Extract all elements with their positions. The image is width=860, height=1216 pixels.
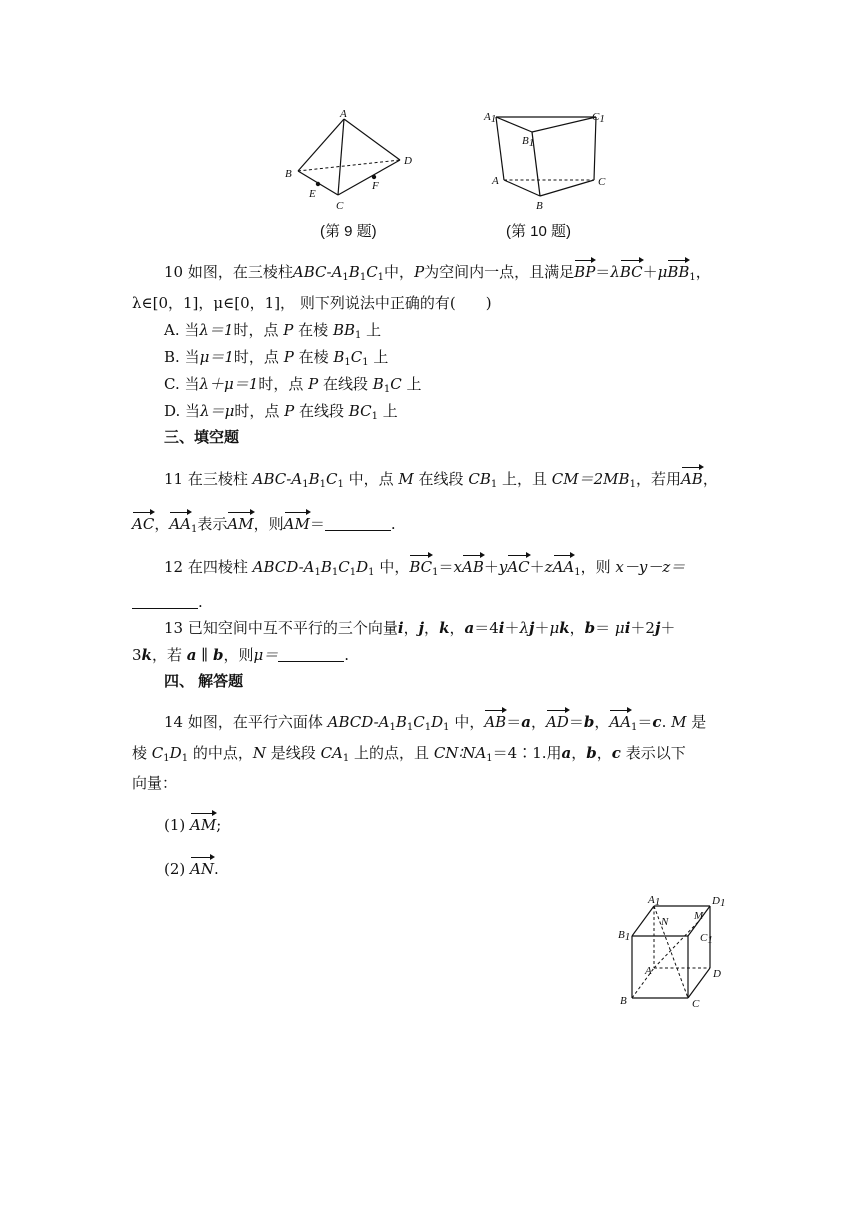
caption-figure-9: (第 9 题): [320, 223, 377, 240]
label-N: N: [661, 916, 669, 928]
label-B: B: [620, 995, 627, 1007]
q10-line-2: λ∈[0，1]，μ∈[0，1]， 则下列说法中正确的有( ): [132, 294, 492, 312]
label-A: A: [340, 108, 347, 120]
label-B1: B1: [618, 929, 631, 943]
q10-option-c: C. 当λ＋μ＝1时，点 P 在线段 $B_1C$ 上: [164, 375, 422, 395]
section-4-heading: 四、 解答题: [164, 673, 244, 690]
q14-line-1: 14 如图，在平行六面体 ABCD-$A_1B_1C_1D_1$ 中，AB＝a，AD＝b，$AA_1=c$. M 是: [164, 713, 707, 733]
label-F: F: [372, 180, 379, 192]
q10-option-b: B. 当μ＝1时，点 P 在棱 $B_1C_1$ 上: [164, 348, 389, 368]
label-A: A: [492, 175, 499, 187]
label-C: C: [598, 176, 606, 188]
label-C1: C1: [592, 111, 605, 125]
label-B: B: [285, 168, 292, 180]
q12-answer-blank[interactable]: [132, 594, 198, 609]
label-C: C: [692, 998, 700, 1010]
label-A1: A1: [484, 111, 497, 125]
label-C: C: [336, 200, 344, 212]
q13-line-1: 13 已知空间中互不平行的三个向量i，j，k，a＝4i＋λj＋μk，b＝ μi＋2j＋: [164, 619, 676, 637]
caption-figure-10: (第 10 题): [506, 223, 572, 240]
prism-diagram: [484, 104, 614, 214]
label-D: D: [713, 968, 721, 980]
label-D: D: [404, 155, 412, 167]
figure-14: [614, 892, 744, 1012]
q14-part-2: (2) AN.: [164, 860, 219, 878]
q10-option-d: D. 当λ＝μ时，点 P 在线段 $BC_1$ 上: [164, 402, 398, 422]
q14-line-3: 向量：: [132, 774, 178, 792]
label-D1: D1: [712, 895, 726, 909]
label-M: M: [694, 910, 704, 922]
q10-line-1: 10 如图，在三棱柱ABC-$A_1B_1C_1$中，P为空间内一点，且满足BP＝λBC＋μBB$_1$，: [164, 263, 711, 283]
figure-10: [484, 104, 614, 214]
q11-line-1: 11 在三棱柱 ABC-$A_1B_1C_1$ 中，点 M 在线段 $CB_1$ 上，且 $CM=2MB_1$，若用AB，: [164, 470, 718, 490]
label-E: E: [309, 188, 316, 200]
tetrahedron-diagram: [280, 105, 420, 215]
label-B: B: [536, 200, 543, 212]
q11-answer-blank[interactable]: [325, 516, 391, 531]
parallelepiped-diagram: [614, 892, 744, 1012]
q12-line-2: .: [132, 592, 203, 612]
q10-option-a: A. 当λ＝1时，点 P 在棱 $BB_1$ 上: [164, 321, 382, 341]
q14-part-1: (1) AM;: [164, 816, 222, 834]
label-A1: A1: [648, 894, 661, 908]
label-B1: B1: [522, 135, 535, 149]
section-3-heading: 三、填空题: [164, 429, 240, 446]
q12-line-1: 12 在四棱柱 ABCD-$A_1B_1C_1D_1$ 中，$BC_1=xAB+yAC+zAA_1$，则 x－y－z＝: [164, 558, 686, 578]
q14-line-2: 棱 $C_1D_1$ 的中点，N 是线段 $CA_1$ 上的点，且 $CN∶NA_1=4∶1$.用a，b，c 表示以下: [132, 744, 686, 764]
figure-9: [280, 105, 420, 215]
label-C1: C1: [700, 932, 713, 946]
label-A: A: [645, 965, 652, 977]
q11-line-2: AC，$AA_1$表示AM，则AM＝ .: [132, 515, 396, 535]
q13-answer-blank[interactable]: [278, 647, 344, 662]
q13-line-2: 3k，若 a ∥ b，则μ＝ .: [132, 646, 349, 664]
